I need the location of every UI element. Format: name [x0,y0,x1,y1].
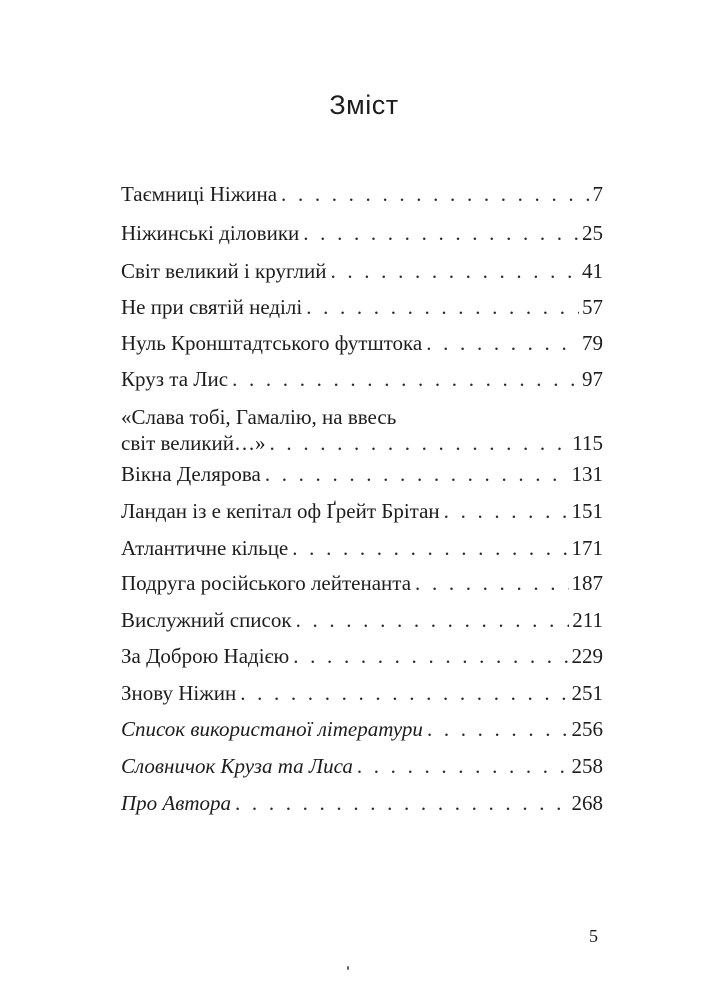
toc-entry-page: 268 [571,791,603,815]
toc-entry-title: Нуль Кронштадтського футштока [121,331,423,355]
toc-entry-page: 115 [572,431,603,455]
dot-leader [292,535,568,561]
toc-entry-page: 131 [571,462,603,486]
toc-entry[interactable] [121,680,603,706]
toc-entry-title: Знову Ніжин [121,681,237,705]
page-title: Зміст [329,90,399,121]
toc-entry-title: Ніжинські діловики [121,221,300,245]
toc-entry[interactable] [121,181,603,207]
toc-entry-title: Не при святій неділі [121,295,303,319]
dot-leader [306,294,579,320]
toc-entry-title: Список використаної літератури [121,717,423,741]
toc-entry[interactable] [121,258,603,284]
dot-leader [293,643,568,669]
dot-leader [415,570,568,596]
toc-entry-page: 229 [571,644,603,668]
toc-entry[interactable] [121,535,603,561]
toc-entry-title: Атлантичне кільце [121,536,289,560]
dot-leader [426,330,579,356]
dot-leader [240,680,568,706]
toc-entry-title: Таємниці Ніжина [121,182,278,206]
toc-entry[interactable] [121,790,603,816]
toc-entry-title: За Доброю Надією [121,644,290,668]
print-speck [347,966,349,970]
dot-leader [427,716,569,742]
toc-entry-page: 187 [571,571,603,595]
toc-entry-page: 57 [582,295,603,319]
dot-leader [270,430,570,456]
dot-leader [265,461,569,487]
toc-entry-page: 79 [582,331,603,355]
dot-leader [330,258,579,284]
toc-entry-title-line1: «Слава тобі, Гамалію, на ввесь [121,405,397,429]
toc-entry[interactable] [121,498,603,524]
toc-entry-page: 41 [582,259,603,283]
toc-entry-page: 151 [571,499,603,523]
toc-entry-multiline[interactable] [121,404,603,456]
toc-entry-title: Словничок Круза та Лиса [121,754,353,778]
toc-entry-title: Подруга російського лейтенанта [121,571,412,595]
toc-entry-title-line2: світ великий…» [121,431,266,455]
dot-leader [444,498,569,524]
toc-entry-page: 258 [571,754,603,778]
toc-entry[interactable] [121,716,603,742]
toc-entry-title: Світ великий і круглий [121,259,327,283]
dot-leader [303,220,579,246]
toc-entry-title: Вікна Делярова [121,462,261,486]
toc-entry[interactable] [121,294,603,320]
toc-entry-page: 25 [582,221,603,245]
toc-entry[interactable] [121,643,603,669]
toc-entry[interactable] [121,753,603,779]
dot-leader [357,753,569,779]
toc-entry-title: Ландан із е кепітал оф Ґрейт Брітан [121,499,440,523]
dot-leader [281,181,589,207]
toc-entry-title: Круз та Лис [121,367,229,391]
toc-entry[interactable] [121,330,603,356]
toc-entry[interactable] [121,570,603,596]
dot-leader [232,366,579,392]
dot-leader [235,790,568,816]
toc-entry-page: 211 [572,608,603,632]
toc-entry-page: 7 [592,182,603,206]
toc-entry[interactable] [121,607,603,633]
toc-entry[interactable] [121,366,603,392]
toc-entry[interactable] [121,461,603,487]
toc-entry-title: Вислужний список [121,608,292,632]
toc-entry[interactable] [121,220,603,246]
page-number: 5 [589,926,598,946]
toc-entry-page: 97 [582,367,603,391]
toc-entry-page: 256 [571,717,603,741]
toc-entry-title: Про Автора [121,791,232,815]
toc-entry-page: 251 [571,681,603,705]
toc-entry-page: 171 [571,536,603,560]
dot-leader [296,607,570,633]
